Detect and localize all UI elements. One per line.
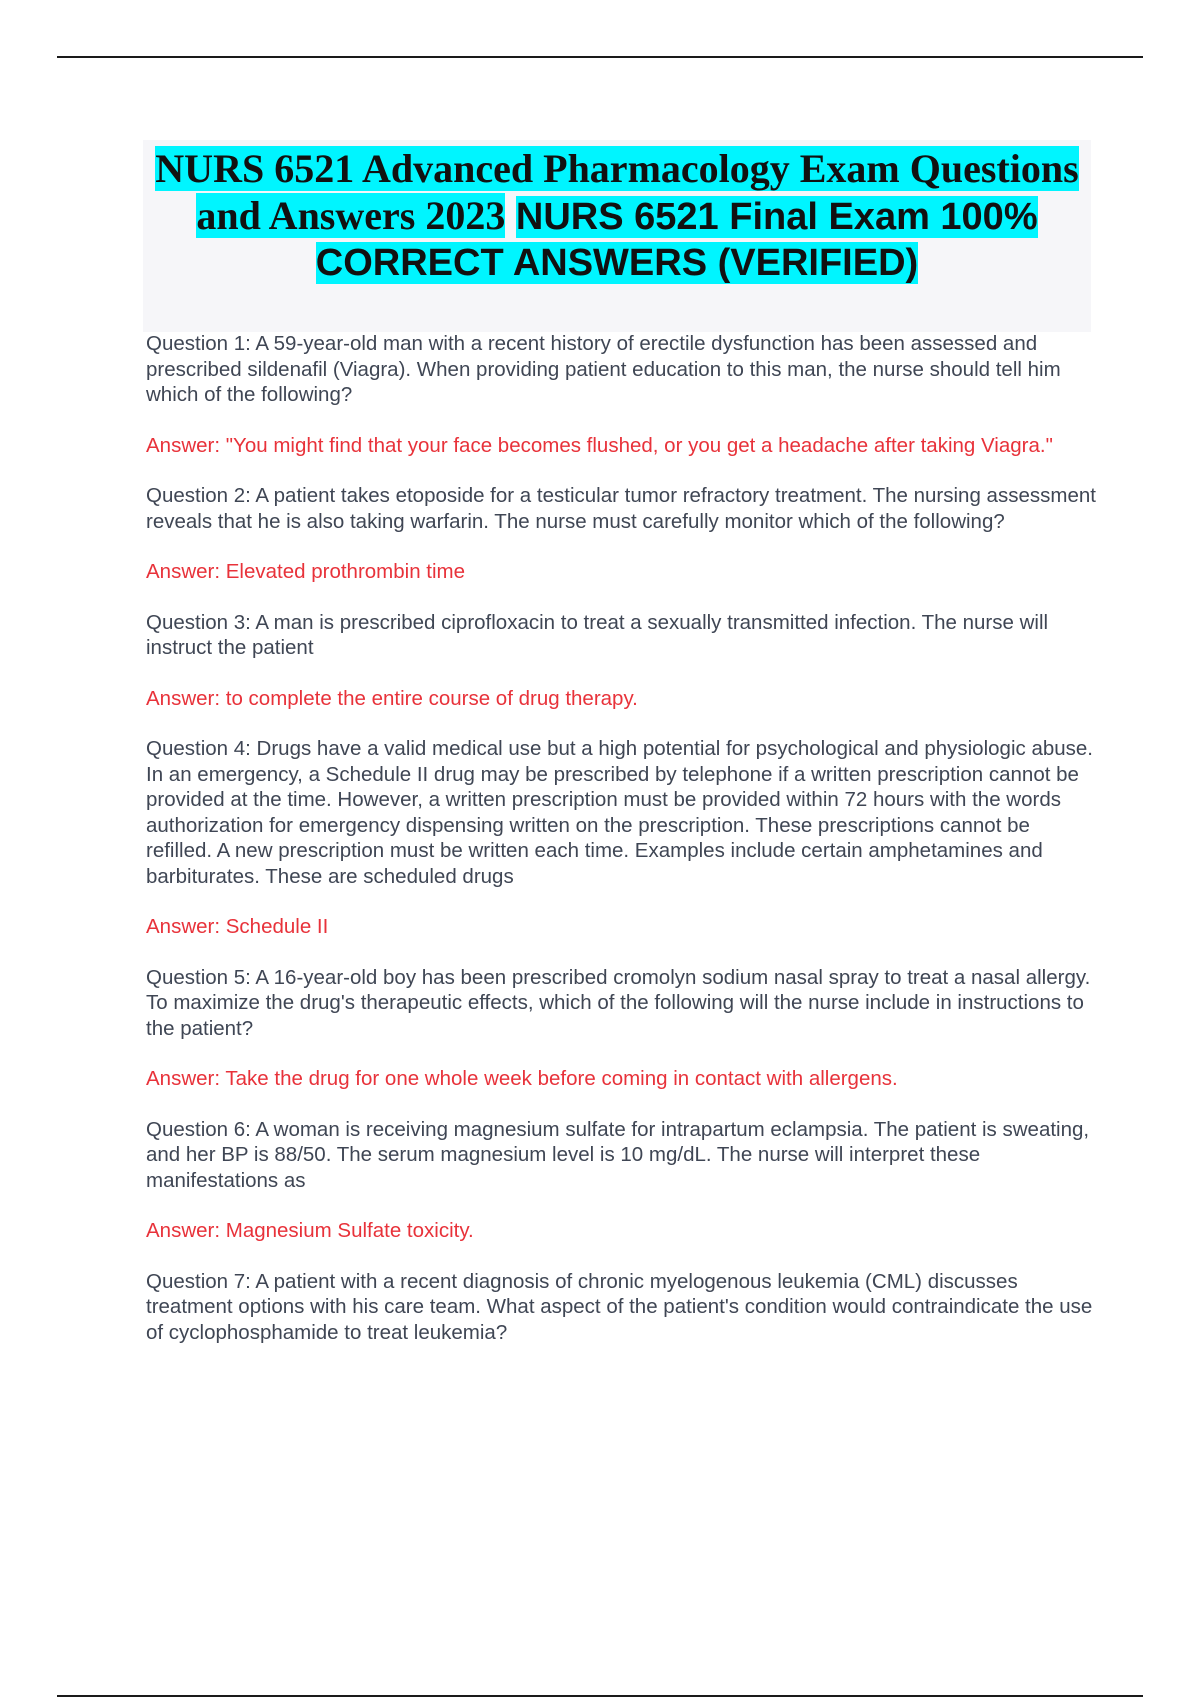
qa-item-3: [146, 610, 1096, 712]
question-text: Question 1: A 59-year-old man with a recent history of erectile dysfunction has been assessed and prescribed sildenafil (Viagra). When providing patient education to this man, the nurse should tell him which of the following?: [146, 332, 1061, 406]
question-text: Question 3: A man is prescribed ciprofloxacin to treat a sexually transmitted infection. The nurse will instruct the patient: [146, 610, 1049, 659]
top-divider: [57, 56, 1143, 58]
title-part-1: NURS 6521 Advanced Pharmacology Exam Questions and Answers 2023: [155, 146, 1079, 238]
question-text: Question 5: A 16-year-old boy has been prescribed cromolyn sodium nasal spray to treat a nasal allergy. To maximize the drug's therapeutic effects, which of the following will the nurse include in instructions to the patient?: [146, 965, 1091, 1040]
qa-item-4: [146, 736, 1096, 940]
question-list: [146, 331, 1096, 1370]
question-text: Question 4: Drugs have a valid medical use but a high potential for psychological and physiologic abuse. In an emergency, a Schedule II drug may be prescribed by telephone if a written prescription cannot be provided at the time. However, a written prescription must be provided within 72 hours with the words authorization for emergency dispensing written on the prescription. These prescriptions cannot be refilled. A new prescription must be written each time. Examples include certain amphetamines and barbiturates. These are scheduled drugs: [146, 737, 1093, 888]
qa-item-6: [146, 1117, 1096, 1244]
answer-text: Answer: Magnesium Sulfate toxicity.: [146, 1219, 474, 1242]
qa-item-1: [146, 331, 1096, 458]
question-text: Question 2: A patient takes etoposide for a testicular tumor refractory treatment. The nursing assessment reveals that he is also taking warfarin. The nurse must carefully monitor which of the following?: [146, 484, 1096, 533]
answer-text: Answer: Elevated prothrombin time: [146, 560, 466, 583]
question-text: Question 6: A woman is receiving magnesium sulfate for intrapartum eclampsia. The patient is sweating, and her BP is 88/50. The serum magnesium level is 10 mg/dL. The nurse will interpret these manifestations as: [146, 1117, 1090, 1192]
document-title: [143, 146, 1091, 286]
qa-item-2: [146, 483, 1096, 585]
qa-item-7: [146, 1269, 1096, 1346]
answer-text: Answer: Schedule II: [146, 915, 329, 938]
answer-text: Answer: Take the drug for one whole week before coming in contact with allergens.: [146, 1067, 898, 1090]
bottom-divider: [57, 1695, 1143, 1697]
answer-text: Answer: "You might find that your face becomes flushed, or you get a headache after taking Viagra.": [146, 433, 1053, 457]
title-part-2: NURS 6521 Final Exam 100% CORRECT ANSWERS (VERIFIED): [315, 196, 1038, 284]
qa-item-5: [146, 965, 1096, 1092]
answer-text: Answer: to complete the entire course of drug therapy.: [146, 686, 638, 710]
question-text: Question 7: A patient with a recent diagnosis of chronic myelogenous leukemia (CML) discusses treatment options with his care team. What aspect of the patient's condition would contraindicate the use of cyclophosphamide to treat leukemia?: [146, 1269, 1093, 1344]
